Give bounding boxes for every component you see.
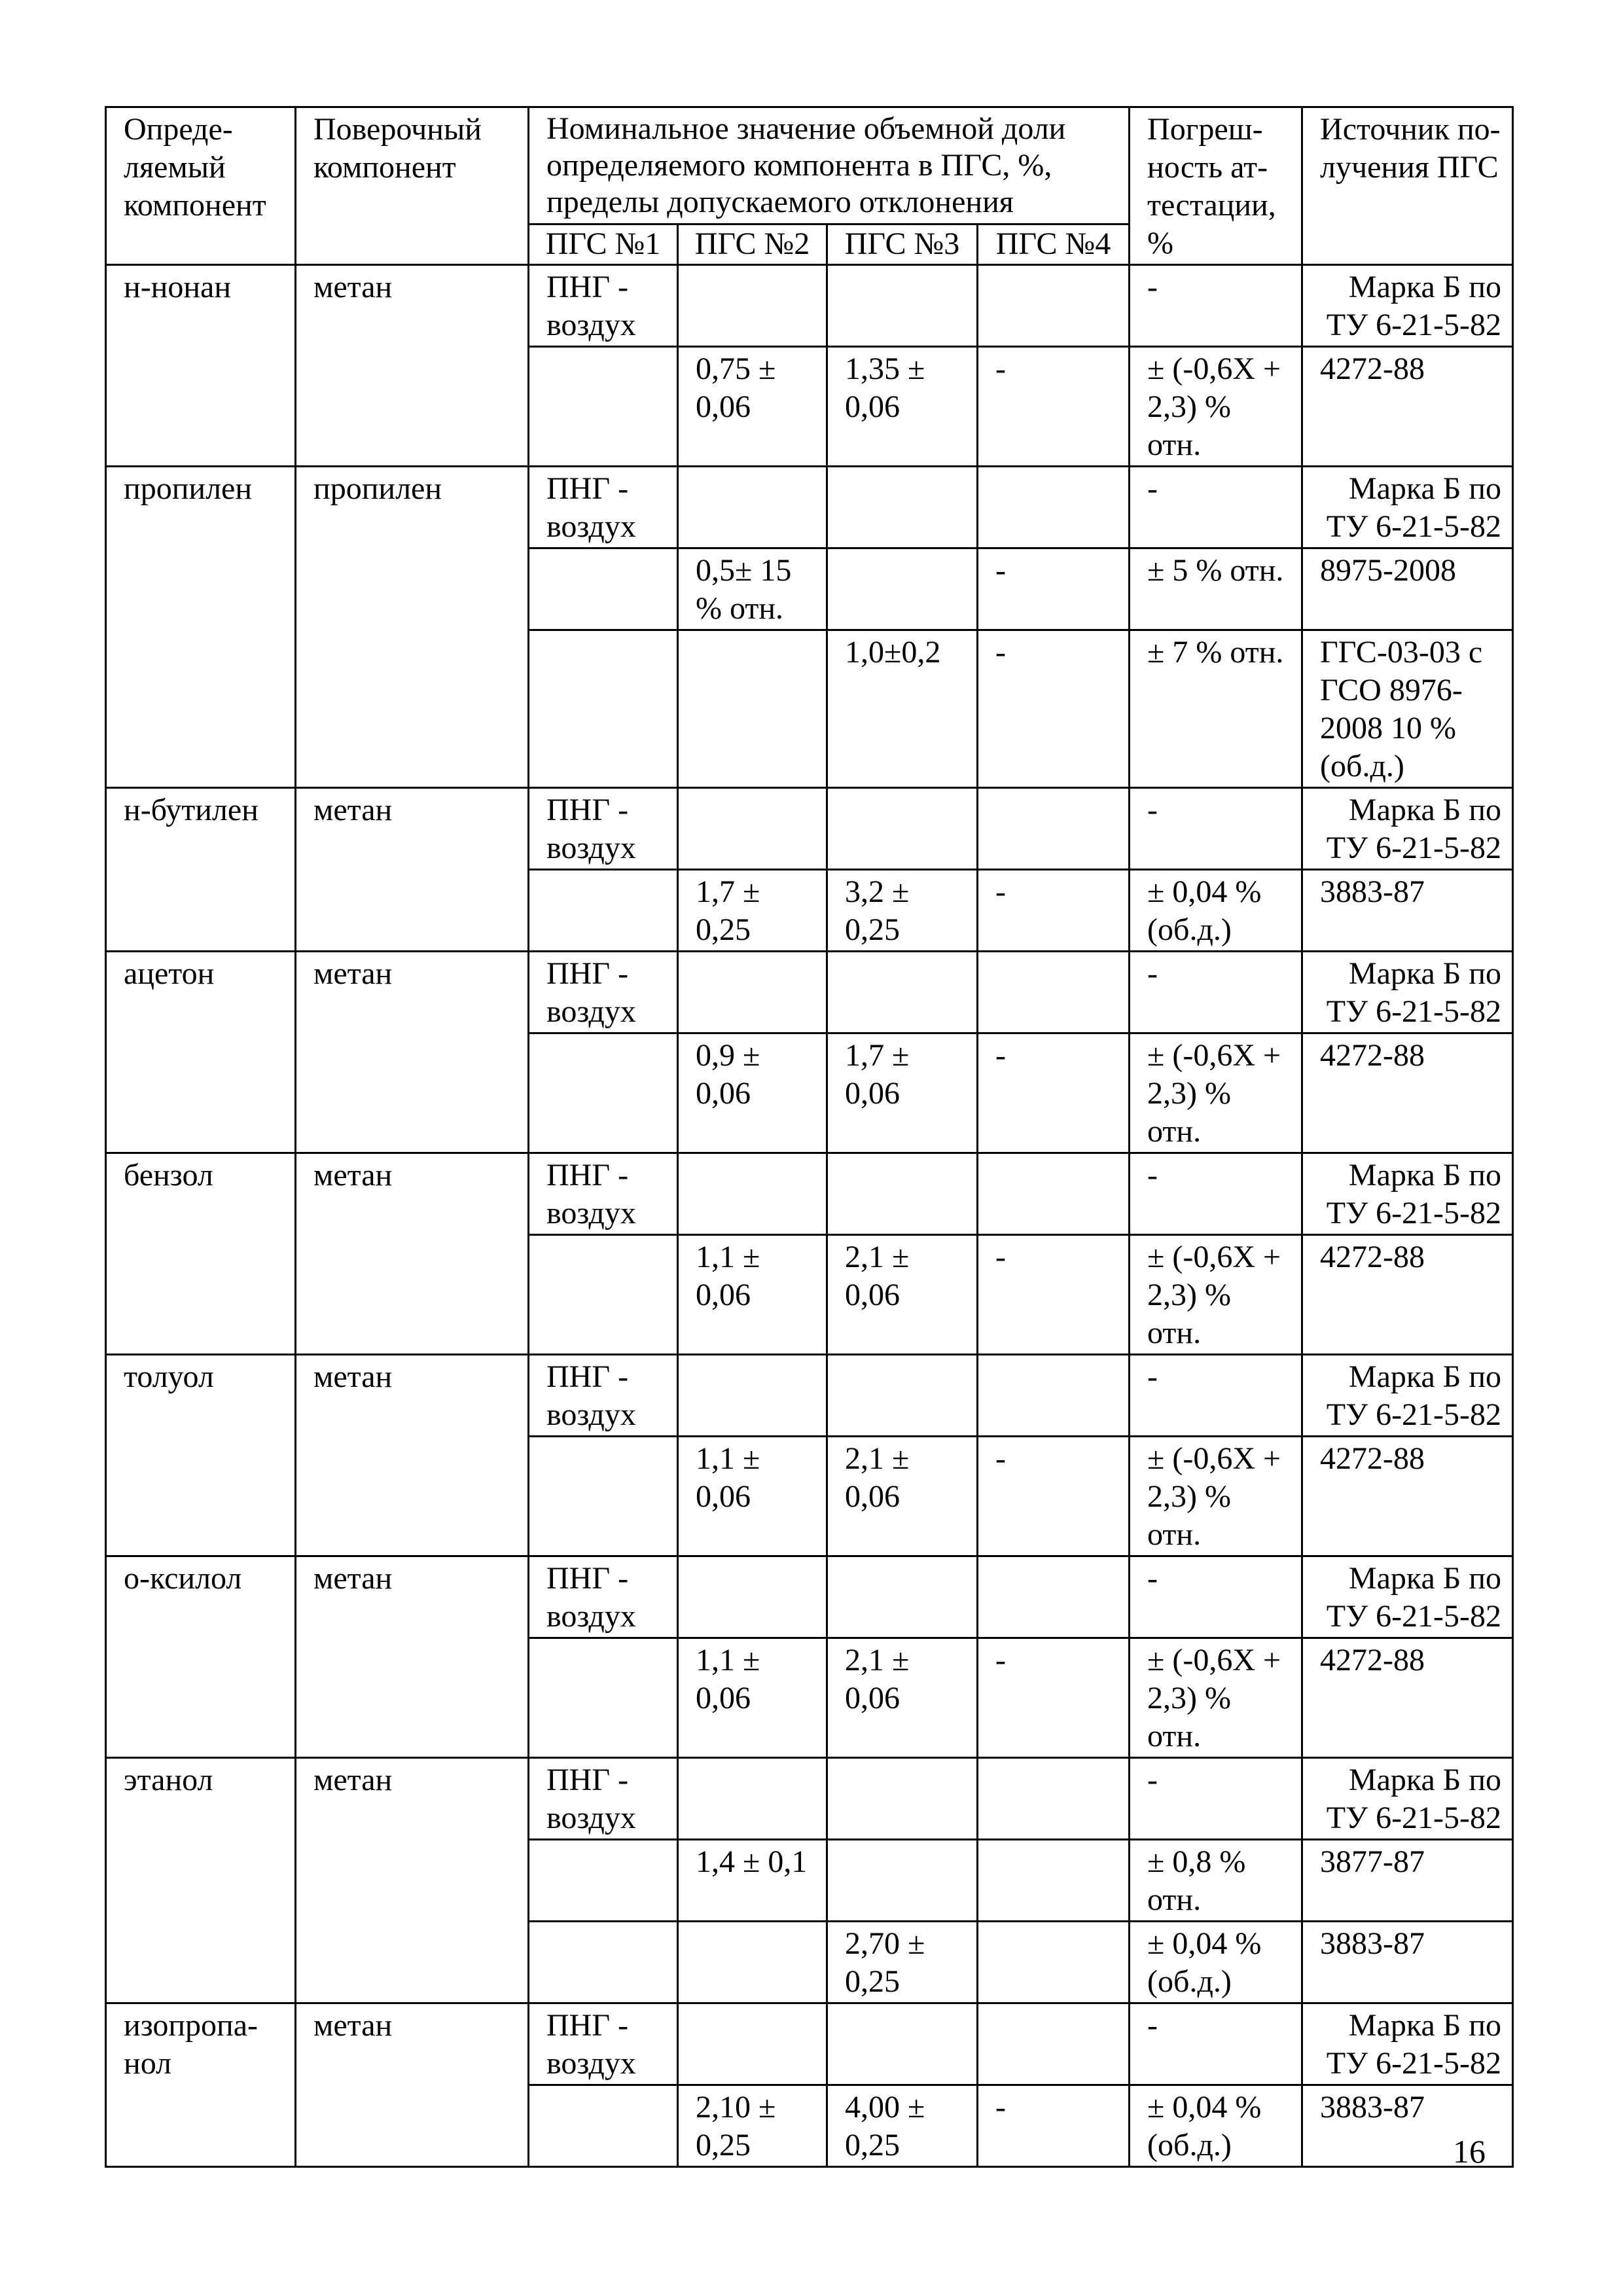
pgs1-cell bbox=[529, 870, 678, 952]
determined-component-cell: изопропа- нол bbox=[106, 2003, 296, 2167]
pgs1-cell bbox=[529, 2085, 678, 2167]
pgs3-cell: 2,1 ± 0,06 bbox=[827, 1638, 978, 1758]
pgs2-cell bbox=[678, 1922, 827, 2003]
pgs2-cell bbox=[678, 788, 827, 870]
pgs1-cell bbox=[529, 1437, 678, 1556]
source-cell: Марка Б по ТУ 6-21-5-82 bbox=[1302, 952, 1513, 1033]
pgs4-cell bbox=[978, 1556, 1130, 1638]
pgs3-cell bbox=[827, 548, 978, 630]
pgs2-cell bbox=[678, 1556, 827, 1638]
header-certification-error: Погреш- ность ат- тестации, % bbox=[1130, 107, 1302, 265]
error-cell: ± 0,8 % отн. bbox=[1130, 1840, 1302, 1922]
pgs3-cell bbox=[827, 1758, 978, 1840]
pgs2-cell bbox=[678, 1758, 827, 1840]
pgs4-cell bbox=[978, 265, 1130, 347]
header-row bbox=[106, 107, 1513, 224]
calibration-component-cell: метан bbox=[296, 265, 529, 467]
source-cell: 3883-87 bbox=[1302, 2085, 1513, 2167]
source-cell: 8975-2008 bbox=[1302, 548, 1513, 630]
pgs4-cell: - bbox=[978, 347, 1130, 467]
calibration-component-cell: пропилен bbox=[296, 467, 529, 788]
error-cell: ± (-0,6X + 2,3) % отн. bbox=[1130, 1033, 1302, 1153]
header-pgs-source: Источник по- лучения ПГС bbox=[1302, 107, 1513, 265]
pgs3-cell bbox=[827, 788, 978, 870]
source-cell: Марка Б по ТУ 6-21-5-82 bbox=[1302, 788, 1513, 870]
table-body bbox=[106, 265, 1513, 2167]
table-row bbox=[106, 952, 1513, 1033]
source-cell: Марка Б по ТУ 6-21-5-82 bbox=[1302, 1758, 1513, 1840]
pgs4-cell bbox=[978, 1153, 1130, 1235]
table-row bbox=[106, 467, 1513, 548]
pgs4-cell bbox=[978, 1758, 1130, 1840]
header-pgs-1: ПГС №1 bbox=[529, 224, 678, 265]
pgs4-cell: - bbox=[978, 548, 1130, 630]
pgs3-cell: 1,0±0,2 bbox=[827, 630, 978, 788]
pgs2-cell bbox=[678, 1355, 827, 1437]
pgs2-cell: 0,5± 15 % отн. bbox=[678, 548, 827, 630]
source-cell: 4272-88 bbox=[1302, 1235, 1513, 1355]
source-cell: 4272-88 bbox=[1302, 1638, 1513, 1758]
error-cell: ± (-0,6X + 2,3) % отн. bbox=[1130, 1437, 1302, 1556]
error-cell: ± 7 % отн. bbox=[1130, 630, 1302, 788]
pgs1-cell bbox=[529, 347, 678, 467]
header-calibration-component: Поверочный компонент bbox=[296, 107, 529, 265]
pgs1-cell bbox=[529, 548, 678, 630]
error-cell: ± (-0,6X + 2,3) % отн. bbox=[1130, 1638, 1302, 1758]
pgs3-cell bbox=[827, 1153, 978, 1235]
calibration-component-cell: метан bbox=[296, 1153, 529, 1355]
header-pgs-4: ПГС №4 bbox=[978, 224, 1130, 265]
pgs1-cell: ПНГ - воздух bbox=[529, 788, 678, 870]
source-cell: Марка Б по ТУ 6-21-5-82 bbox=[1302, 1556, 1513, 1638]
pgs1-cell bbox=[529, 1033, 678, 1153]
error-cell: - bbox=[1130, 467, 1302, 548]
pgs1-cell bbox=[529, 1840, 678, 1922]
pgs2-cell bbox=[678, 265, 827, 347]
pgs4-cell bbox=[978, 788, 1130, 870]
pgs2-cell: 0,75 ± 0,06 bbox=[678, 347, 827, 467]
pgs3-cell bbox=[827, 1556, 978, 1638]
source-cell: Марка Б по ТУ 6-21-5-82 bbox=[1302, 1153, 1513, 1235]
source-cell: 4272-88 bbox=[1302, 1033, 1513, 1153]
error-cell: ± (-0,6X + 2,3) % отн. bbox=[1130, 1235, 1302, 1355]
source-cell: 3883-87 bbox=[1302, 870, 1513, 952]
pgs2-cell: 2,10 ± 0,25 bbox=[678, 2085, 827, 2167]
pgs1-cell bbox=[529, 1235, 678, 1355]
pgs1-cell: ПНГ - воздух bbox=[529, 265, 678, 347]
calibration-component-cell: метан bbox=[296, 2003, 529, 2167]
pgs2-cell: 1,1 ± 0,06 bbox=[678, 1235, 827, 1355]
calibration-component-cell: метан bbox=[296, 1556, 529, 1758]
pgs3-cell bbox=[827, 952, 978, 1033]
pgs4-cell bbox=[978, 952, 1130, 1033]
error-cell: - bbox=[1130, 1355, 1302, 1437]
header-determined-component: Опреде- ляемый компонент bbox=[106, 107, 296, 265]
pgs1-cell: ПНГ - воздух bbox=[529, 2003, 678, 2085]
source-cell: Марка Б по ТУ 6-21-5-82 bbox=[1302, 1355, 1513, 1437]
source-cell: 4272-88 bbox=[1302, 347, 1513, 467]
pgs3-cell: 4,00 ± 0,25 bbox=[827, 2085, 978, 2167]
pgs1-cell: ПНГ - воздух bbox=[529, 467, 678, 548]
pgs2-cell bbox=[678, 952, 827, 1033]
pgs4-cell: - bbox=[978, 630, 1130, 788]
pgs3-cell: 2,1 ± 0,06 bbox=[827, 1235, 978, 1355]
table-row bbox=[106, 1153, 1513, 1235]
pgs1-cell: ПНГ - воздух bbox=[529, 1556, 678, 1638]
error-cell: ± 0,04 % (об.д.) bbox=[1130, 870, 1302, 952]
table-row bbox=[106, 2003, 1513, 2085]
error-cell: - bbox=[1130, 1556, 1302, 1638]
pgs3-cell: 2,70 ± 0,25 bbox=[827, 1922, 978, 2003]
calibration-component-cell: метан bbox=[296, 1355, 529, 1556]
error-cell: ± 5 % отн. bbox=[1130, 548, 1302, 630]
pgs1-cell bbox=[529, 1922, 678, 2003]
error-cell: - bbox=[1130, 2003, 1302, 2085]
source-cell: 3877-87 bbox=[1302, 1840, 1513, 1922]
pgs2-cell: 1,4 ± 0,1 bbox=[678, 1840, 827, 1922]
pgs3-cell: 2,1 ± 0,06 bbox=[827, 1437, 978, 1556]
page-number: 16 bbox=[1453, 2133, 1486, 2170]
determined-component-cell: этанол bbox=[106, 1758, 296, 2003]
determined-component-cell: н-нонан bbox=[106, 265, 296, 467]
source-cell: Марка Б по ТУ 6-21-5-82 bbox=[1302, 265, 1513, 347]
gas-mixture-table bbox=[105, 106, 1514, 2168]
calibration-component-cell: метан bbox=[296, 788, 529, 952]
pgs2-cell: 1,1 ± 0,06 bbox=[678, 1437, 827, 1556]
pgs4-cell: - bbox=[978, 1437, 1130, 1556]
pgs4-cell bbox=[978, 467, 1130, 548]
table-row bbox=[106, 1355, 1513, 1437]
source-cell: 4272-88 bbox=[1302, 1437, 1513, 1556]
source-cell: Марка Б по ТУ 6-21-5-82 bbox=[1302, 2003, 1513, 2085]
determined-component-cell: пропилен bbox=[106, 467, 296, 788]
pgs4-cell bbox=[978, 1922, 1130, 2003]
pgs2-cell bbox=[678, 1153, 827, 1235]
pgs2-cell: 1,1 ± 0,06 bbox=[678, 1638, 827, 1758]
pgs4-cell bbox=[978, 2003, 1130, 2085]
determined-component-cell: ацетон bbox=[106, 952, 296, 1153]
error-cell: ± 0,04 % (об.д.) bbox=[1130, 2085, 1302, 2167]
error-cell: - bbox=[1130, 788, 1302, 870]
calibration-component-cell: метан bbox=[296, 1758, 529, 2003]
source-cell: ГГС-03-03 с ГСО 8976- 2008 10 % (об.д.) bbox=[1302, 630, 1513, 788]
error-cell: ± (-0,6X + 2,3) % отн. bbox=[1130, 347, 1302, 467]
determined-component-cell: о-ксилол bbox=[106, 1556, 296, 1758]
pgs3-cell bbox=[827, 1355, 978, 1437]
error-cell: - bbox=[1130, 1153, 1302, 1235]
pgs2-cell bbox=[678, 630, 827, 788]
pgs1-cell: ПНГ - воздух bbox=[529, 952, 678, 1033]
pgs2-cell bbox=[678, 2003, 827, 2085]
pgs4-cell: - bbox=[978, 2085, 1130, 2167]
source-cell: Марка Б по ТУ 6-21-5-82 bbox=[1302, 467, 1513, 548]
pgs2-cell: 0,9 ± 0,06 bbox=[678, 1033, 827, 1153]
table-row bbox=[106, 265, 1513, 347]
error-cell: - bbox=[1130, 1758, 1302, 1840]
determined-component-cell: н-бутилен bbox=[106, 788, 296, 952]
pgs4-cell: - bbox=[978, 870, 1130, 952]
header-nominal-value: Номинальное значение объемной доли определяемого компонента в ПГС, %, пределы допускаемого отклонения bbox=[529, 107, 1130, 224]
calibration-component-cell: метан bbox=[296, 952, 529, 1153]
table-row bbox=[106, 788, 1513, 870]
pgs3-cell bbox=[827, 2003, 978, 2085]
pgs3-cell: 3,2 ± 0,25 bbox=[827, 870, 978, 952]
error-cell: ± 0,04 % (об.д.) bbox=[1130, 1922, 1302, 2003]
source-cell: 3883-87 bbox=[1302, 1922, 1513, 2003]
pgs3-cell: 1,7 ± 0,06 bbox=[827, 1033, 978, 1153]
pgs4-cell: - bbox=[978, 1033, 1130, 1153]
pgs4-cell: - bbox=[978, 1638, 1130, 1758]
determined-component-cell: толуол bbox=[106, 1355, 296, 1556]
header-pgs-3: ПГС №3 bbox=[827, 224, 978, 265]
pgs3-cell bbox=[827, 265, 978, 347]
error-cell: - bbox=[1130, 265, 1302, 347]
table-row bbox=[106, 1556, 1513, 1638]
determined-component-cell: бензол bbox=[106, 1153, 296, 1355]
pgs2-cell bbox=[678, 467, 827, 548]
pgs4-cell bbox=[978, 1840, 1130, 1922]
pgs1-cell bbox=[529, 630, 678, 788]
pgs1-cell: ПНГ - воздух bbox=[529, 1758, 678, 1840]
pgs3-cell: 1,35 ± 0,06 bbox=[827, 347, 978, 467]
pgs4-cell: - bbox=[978, 1235, 1130, 1355]
pgs3-cell bbox=[827, 467, 978, 548]
pgs3-cell bbox=[827, 1840, 978, 1922]
pgs1-cell: ПНГ - воздух bbox=[529, 1355, 678, 1437]
pgs2-cell: 1,7 ± 0,25 bbox=[678, 870, 827, 952]
pgs1-cell bbox=[529, 1638, 678, 1758]
error-cell: - bbox=[1130, 952, 1302, 1033]
pgs1-cell: ПНГ - воздух bbox=[529, 1153, 678, 1235]
pgs4-cell bbox=[978, 1355, 1130, 1437]
table-row bbox=[106, 1758, 1513, 1840]
header-pgs-2: ПГС №2 bbox=[678, 224, 827, 265]
